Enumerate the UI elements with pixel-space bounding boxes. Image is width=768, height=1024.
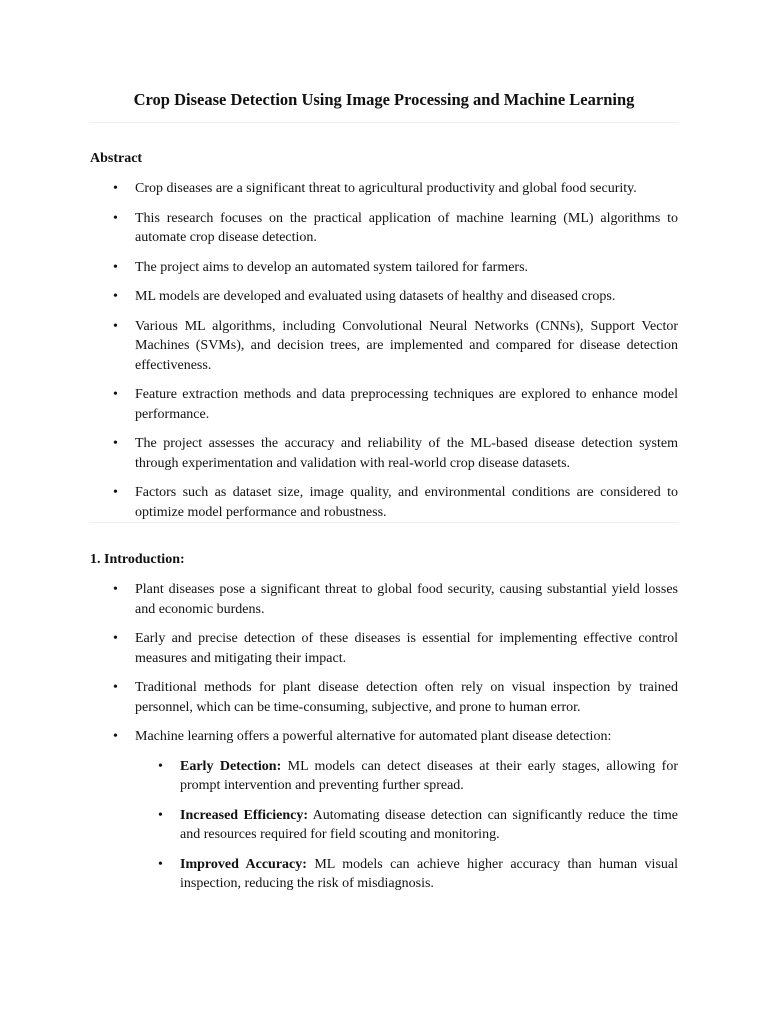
benefit-term: Improved Accuracy: (180, 856, 307, 872)
introduction-item: • Early and precise detection of these diseases is essential for implementing effective control measures and mitigating their impact. (90, 629, 678, 668)
abstract-item: • Various ML algorithms, including Convolutional Neural Networks (CNNs), Support Vector Machines (SVMs), and decision trees, are implemented and compared for disease detection effectiveness. (90, 317, 678, 376)
abstract-item: • The project assesses the accuracy and reliability of the ML-based disease detection system through experimentation and validation with real-world crop disease datasets. (90, 434, 678, 473)
benefit-term: Early Detection: (180, 758, 282, 774)
introduction-item: • Plant diseases pose a significant threat to global food security, causing substantial yield losses and economic burdens. (90, 580, 678, 619)
abstract-list (90, 179, 678, 523)
document-title: Crop Disease Detection Using Image Processing and Machine Learning (90, 90, 678, 123)
abstract-item: • The project aims to develop an automated system tailored for farmers. (90, 258, 678, 278)
benefit-text: Automating disease detection can significantly reduce the time and resources required for field scouting and monitoring. (180, 807, 678, 842)
benefit-item (90, 757, 678, 796)
introduction-item: • Traditional methods for plant disease detection often rely on visual inspection by trained personnel, which can be time-consuming, subjective, and prone to human error. (90, 678, 678, 717)
abstract-item: • Factors such as dataset size, image quality, and environmental conditions are considered to optimize model performance and robustness. (90, 483, 678, 522)
abstract-heading: Abstract (90, 151, 143, 166)
abstract-item: • Feature extraction methods and data preprocessing techniques are explored to enhance model performance. (90, 385, 678, 424)
benefit-item (90, 806, 678, 845)
abstract-item: • This research focuses on the practical application of machine learning (ML) algorithms to automate crop disease detection. (90, 209, 678, 248)
benefit-text: ML models can detect diseases at their early stages, allowing for prompt intervention and preventing further spread. (180, 758, 678, 793)
abstract-item: • ML models are developed and evaluated using datasets of healthy and diseased crops. (90, 287, 678, 307)
benefit-text: ML models can achieve higher accuracy than human visual inspection, reducing the risk of misdiagnosis. (180, 856, 679, 891)
benefit-term: Increased Efficiency: (180, 807, 309, 823)
abstract-item: • Crop diseases are a significant threat to agricultural productivity and global food security. (90, 179, 678, 199)
benefit-item (90, 855, 678, 894)
introduction-item: • Machine learning offers a powerful alternative for automated plant disease detection: (90, 727, 678, 747)
introduction-heading: 1. Introduction: (90, 552, 185, 567)
benefits-sublist (90, 757, 678, 894)
introduction-list (90, 580, 678, 747)
